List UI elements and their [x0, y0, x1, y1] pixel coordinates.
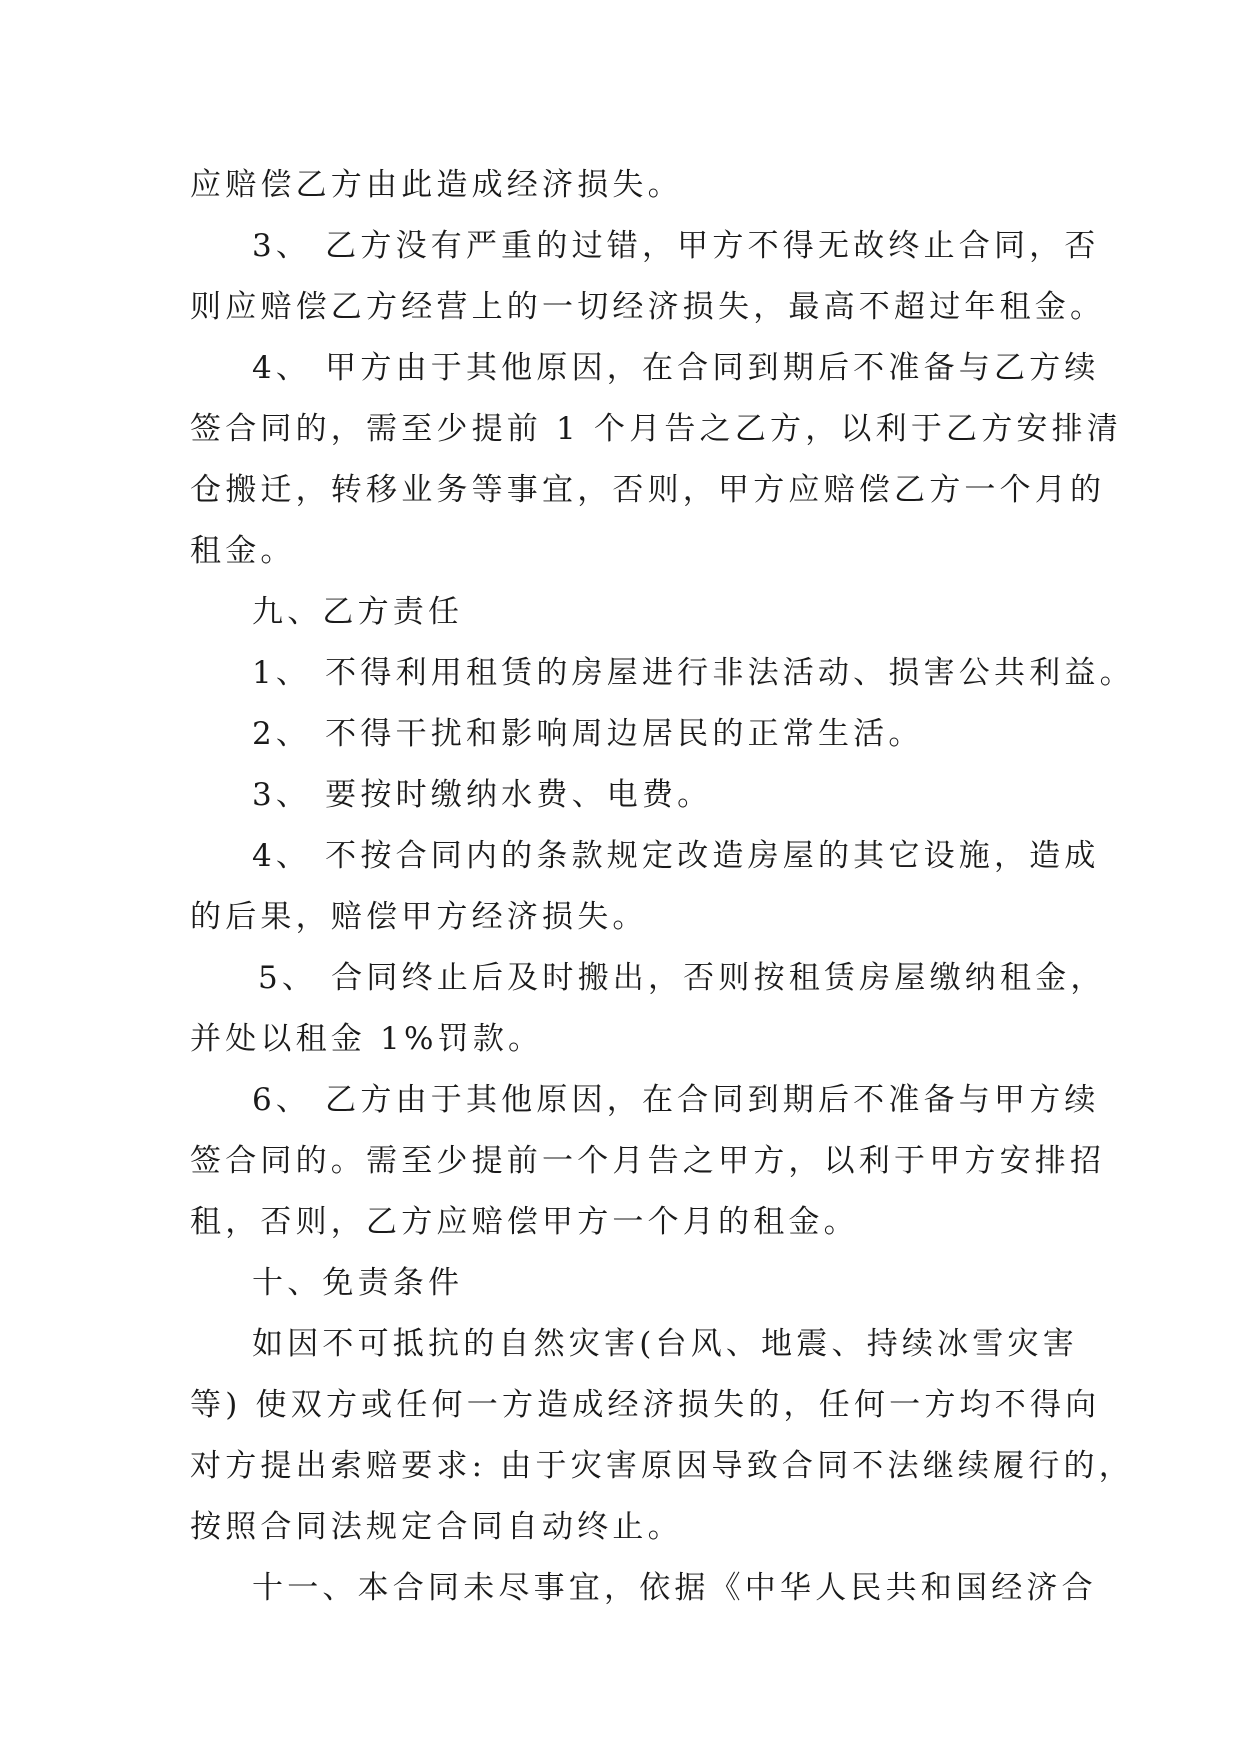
text-line-17: 签合同的。需至少提前一个月告之甲方，以利于甲方安排招: [190, 1143, 1106, 1179]
text-line-21: 等) 使双方或任何一方造成经济损失的，任何一方均不得向: [190, 1387, 1101, 1423]
text-line-18: 租，否则，乙方应赔偿甲方一个月的租金。: [190, 1204, 859, 1240]
text-line-14: 5、 合同终止后及时搬出，否则按租赁房屋缴纳租金，: [258, 960, 1106, 996]
section-heading-10: 十、免责条件: [252, 1265, 464, 1301]
text-line-20: 如因不可抵抗的自然灾害(台风、地震、持续冰雪灾害: [252, 1326, 1078, 1362]
text-line-2: 3、 乙方没有严重的过错，甲方不得无故终止合同，否: [252, 228, 1100, 264]
text-line-1: 应赔偿乙方由此造成经济损失。: [190, 167, 683, 203]
contract-text-block: [190, 155, 1135, 1619]
text-line-23: 按照合同法规定合同自动终止。: [190, 1509, 683, 1545]
section-heading-11: 十一、本合同未尽事宜，依据《中华人民共和国经济合: [252, 1570, 1097, 1606]
text-line-10: 2、 不得干扰和影响周边居民的正常生活。: [252, 716, 924, 752]
text-line-15: 并处以租金 1%罚款。: [190, 1021, 544, 1057]
text-line-16: 6、 乙方由于其他原因，在合同到期后不准备与甲方续: [252, 1082, 1100, 1118]
section-heading-9: 九、乙方责任: [252, 594, 464, 630]
text-line-13: 的后果，赔偿甲方经济损失。: [190, 899, 648, 935]
text-line-4: 4、 甲方由于其他原因，在合同到期后不准备与乙方续: [252, 350, 1100, 386]
text-line-3: 则应赔偿乙方经营上的一切经济损失，最高不超过年租金。: [190, 289, 1106, 325]
text-line-9: 1、 不得利用租赁的房屋进行非法活动、损害公共利益。: [252, 655, 1135, 691]
text-line-5: 签合同的，需至少提前 1 个月告之乙方，以利于乙方安排清: [190, 411, 1123, 447]
text-line-12: 4、 不按合同内的条款规定改造房屋的其它设施，造成: [252, 838, 1100, 874]
text-line-22: 对方提出索赔要求: 由于灾害原因导致合同不法继续履行的，: [190, 1448, 1134, 1484]
text-line-11: 3、 要按时缴纳水费、电费。: [252, 777, 713, 813]
text-line-6: 仓搬迁，转移业务等事宜，否则，甲方应赔偿乙方一个月的: [190, 472, 1106, 508]
text-line-7: 租金。: [190, 533, 296, 569]
